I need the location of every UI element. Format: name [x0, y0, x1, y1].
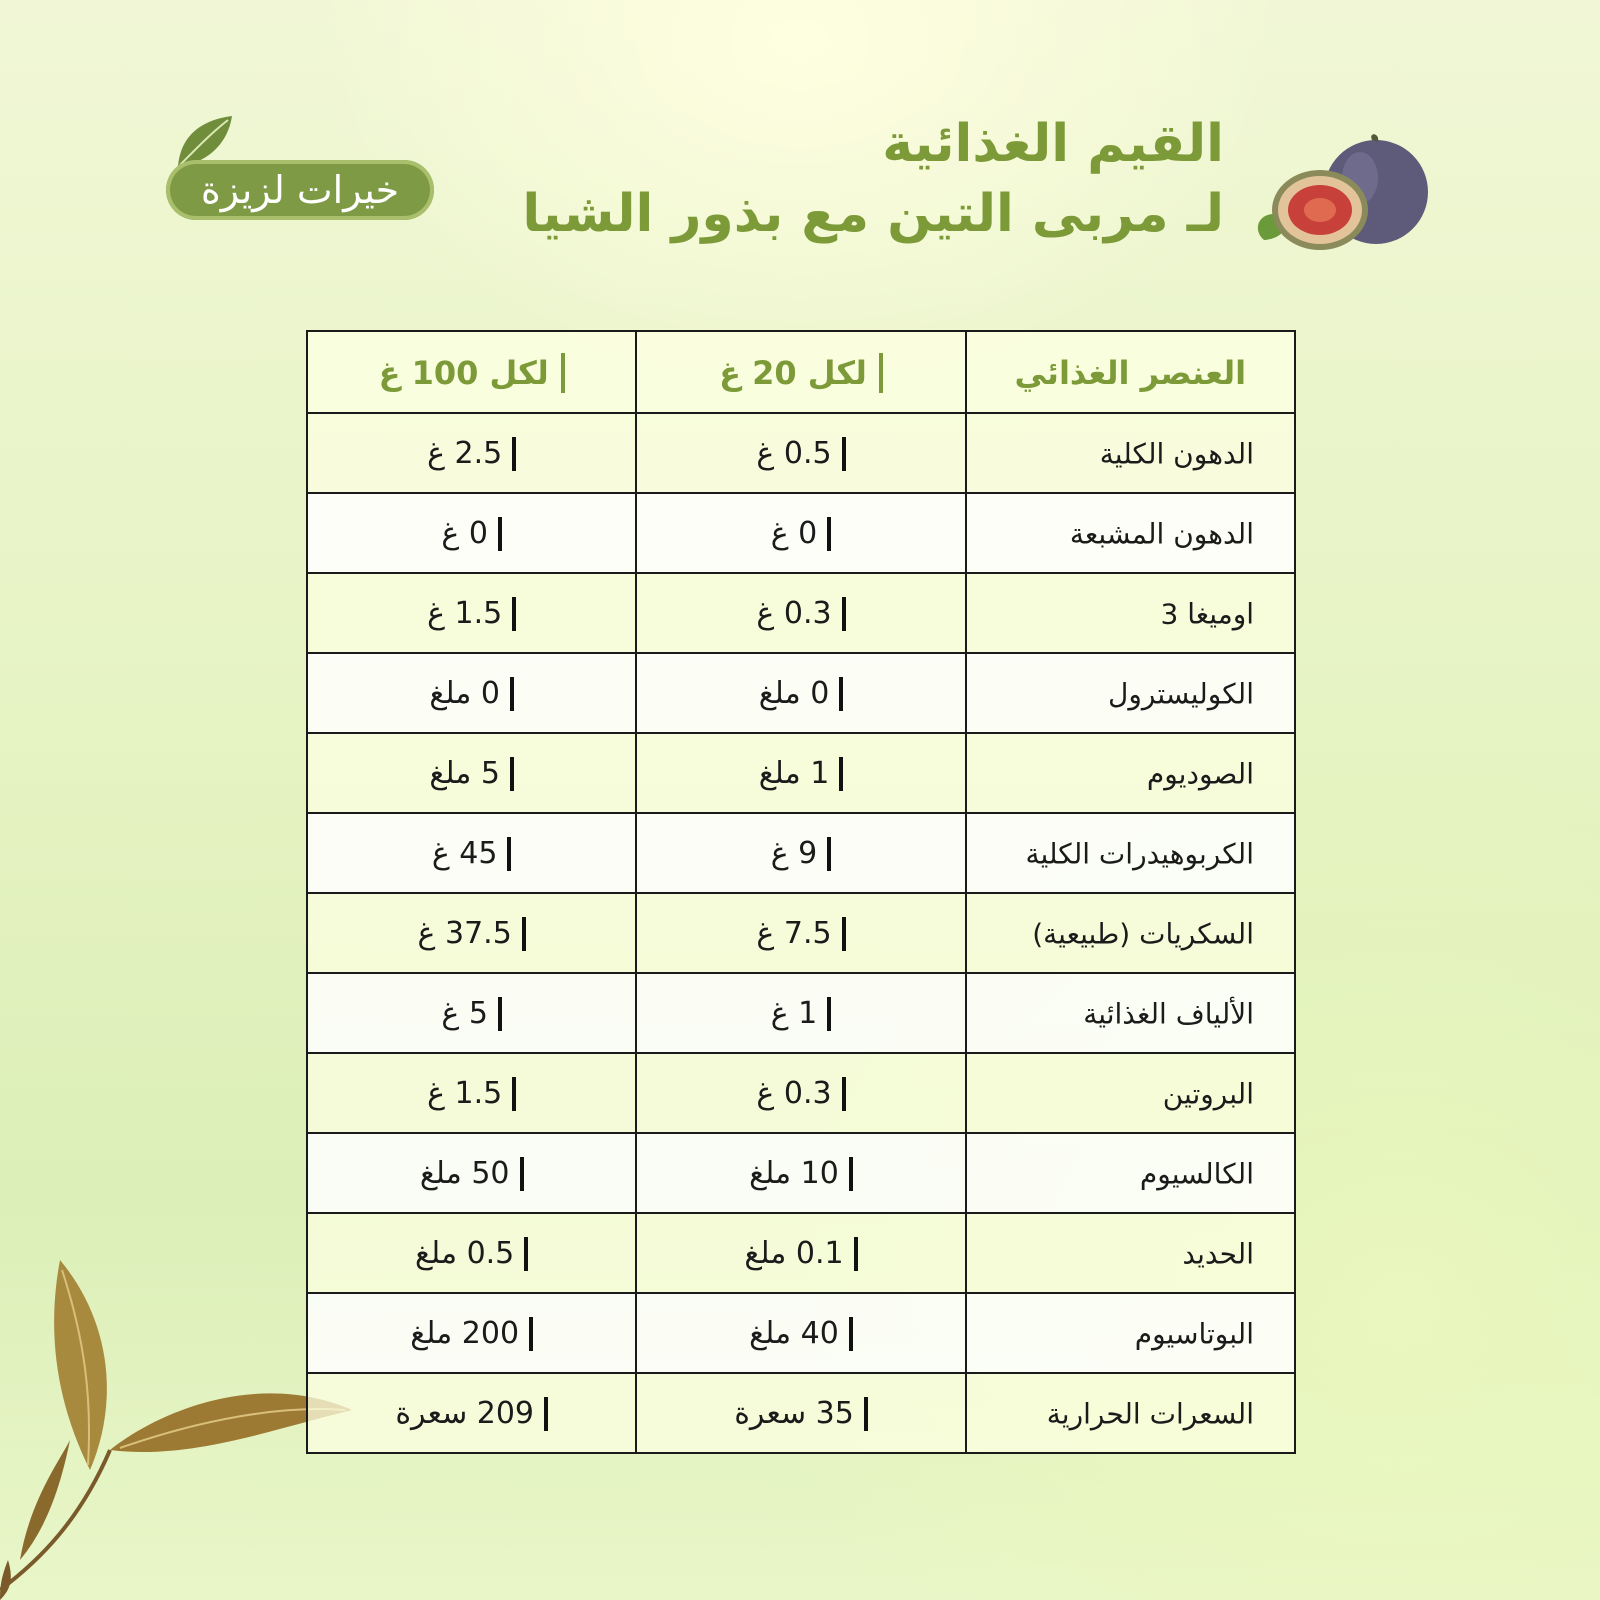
title-line-1: القيم الغذائية	[882, 114, 1224, 174]
divider-bar	[849, 1157, 853, 1191]
divider-bar	[498, 997, 502, 1031]
divider-bar	[854, 1237, 858, 1271]
value-per-20: 9 غ	[636, 813, 965, 893]
divider-bar	[827, 837, 831, 871]
nutrient-name: اوميغا 3	[966, 573, 1295, 653]
table-row	[307, 493, 1295, 573]
table-row	[307, 1213, 1295, 1293]
value-per-100: 2.5 غ	[307, 413, 636, 493]
table-row	[307, 733, 1295, 813]
value-per-100: 209 سعرة	[307, 1373, 636, 1453]
value-per-20: 0 ملغ	[636, 653, 965, 733]
header-per-20: لكل 20 غ	[636, 331, 965, 413]
nutrient-name: البوتاسيوم	[966, 1293, 1295, 1373]
divider-bar	[842, 597, 846, 631]
divider-bar	[529, 1317, 533, 1351]
divider-bar	[512, 597, 516, 631]
value-per-100: 0 غ	[307, 493, 636, 573]
nutrient-name: الحديد	[966, 1213, 1295, 1293]
nutrient-name: الكوليسترول	[966, 653, 1295, 733]
divider-bar	[864, 1397, 868, 1431]
page-title	[444, 110, 1224, 250]
divider-bar	[827, 517, 831, 551]
value-per-100: 5 غ	[307, 973, 636, 1053]
divider-bar	[849, 1317, 853, 1351]
nutrient-name: الكالسيوم	[966, 1133, 1295, 1213]
value-per-100: 5 ملغ	[307, 733, 636, 813]
nutrient-name: البروتين	[966, 1053, 1295, 1133]
divider-bar	[561, 353, 565, 393]
divider-bar	[524, 1237, 528, 1271]
value-per-20: 7.5 غ	[636, 893, 965, 973]
table-row	[307, 1373, 1295, 1453]
table-row	[307, 413, 1295, 493]
table-row	[307, 1053, 1295, 1133]
table-row	[307, 653, 1295, 733]
nutrient-name: الدهون الكلية	[966, 413, 1295, 493]
value-per-20: 40 ملغ	[636, 1293, 965, 1373]
value-per-20: 0 غ	[636, 493, 965, 573]
value-per-100: 45 غ	[307, 813, 636, 893]
table-row	[307, 1293, 1295, 1373]
fig-illustration	[1250, 130, 1440, 260]
divider-bar	[510, 677, 514, 711]
divider-bar	[520, 1157, 524, 1191]
value-per-20: 0.1 ملغ	[636, 1213, 965, 1293]
table-row	[307, 813, 1295, 893]
brand-name: خيرات لزيزة	[200, 168, 400, 212]
value-per-20: 0.3 غ	[636, 1053, 965, 1133]
divider-bar	[512, 1077, 516, 1111]
divider-bar	[842, 917, 846, 951]
value-per-100: 0.5 ملغ	[307, 1213, 636, 1293]
header-per-100: لكل 100 غ	[307, 331, 636, 413]
nutrient-name: الألياف الغذائية	[966, 973, 1295, 1053]
value-per-20: 1 غ	[636, 973, 965, 1053]
value-per-100: 1.5 غ	[307, 1053, 636, 1133]
table-row	[307, 1133, 1295, 1213]
table-row	[307, 573, 1295, 653]
value-per-100: 50 ملغ	[307, 1133, 636, 1213]
value-per-20: 1 ملغ	[636, 733, 965, 813]
divider-bar	[498, 517, 502, 551]
divider-bar	[839, 757, 843, 791]
value-per-100: 37.5 غ	[307, 893, 636, 973]
value-per-20: 0.3 غ	[636, 573, 965, 653]
value-per-100: 1.5 غ	[307, 573, 636, 653]
value-per-20: 35 سعرة	[636, 1373, 965, 1453]
divider-bar	[842, 437, 846, 471]
title-line-2: لـ مربى التين مع بذور الشيا	[522, 184, 1224, 244]
nutrient-name: السعرات الحرارية	[966, 1373, 1295, 1453]
nutrient-name: الدهون المشبعة	[966, 493, 1295, 573]
divider-bar	[879, 353, 883, 393]
divider-bar	[507, 837, 511, 871]
table-row	[307, 973, 1295, 1053]
nutrient-name: الكربوهيدرات الكلية	[966, 813, 1295, 893]
table-row	[307, 893, 1295, 973]
divider-bar	[522, 917, 526, 951]
nutrition-table	[306, 330, 1296, 1448]
divider-bar	[827, 997, 831, 1031]
header-nutrient: العنصر الغذائي	[966, 331, 1295, 413]
divider-bar	[510, 757, 514, 791]
divider-bar	[842, 1077, 846, 1111]
table-header-row	[307, 331, 1295, 413]
value-per-100: 0 ملغ	[307, 653, 636, 733]
value-per-100: 200 ملغ	[307, 1293, 636, 1373]
divider-bar	[544, 1397, 548, 1431]
divider-bar	[839, 677, 843, 711]
value-per-20: 0.5 غ	[636, 413, 965, 493]
nutrient-name: الصوديوم	[966, 733, 1295, 813]
divider-bar	[512, 437, 516, 471]
nutrient-name: السكريات (طبيعية)	[966, 893, 1295, 973]
brand-logo	[166, 160, 434, 220]
value-per-20: 10 ملغ	[636, 1133, 965, 1213]
